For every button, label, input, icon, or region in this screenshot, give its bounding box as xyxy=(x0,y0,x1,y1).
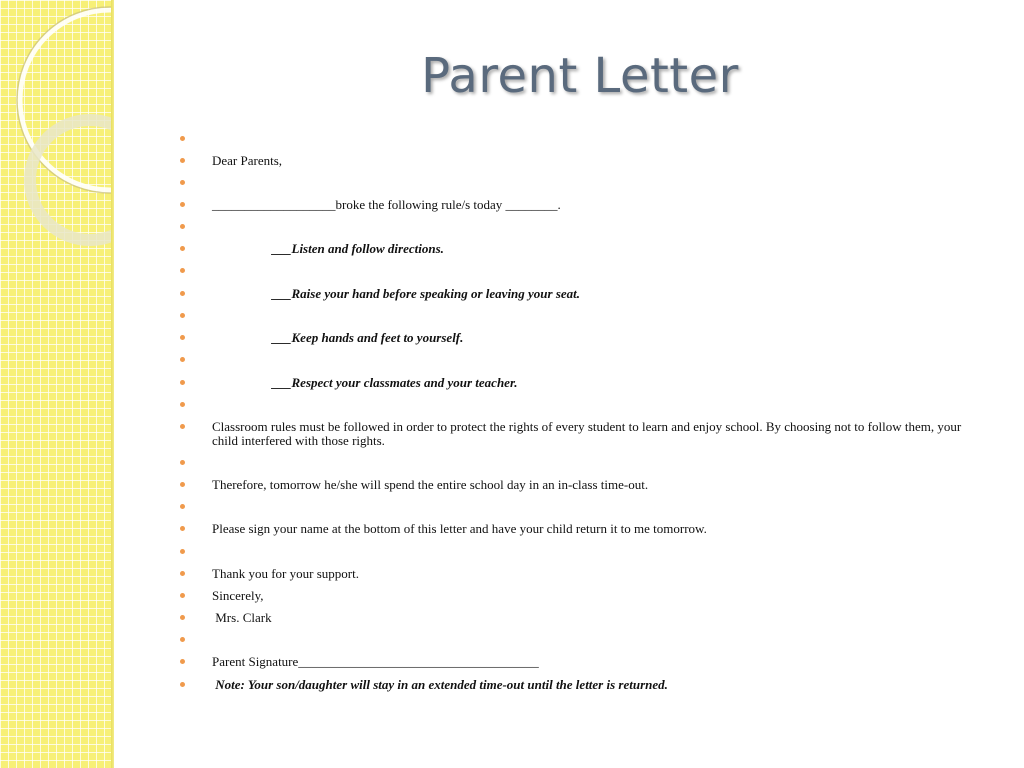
rule-3-text: ___Keep hands and feet to yourself. xyxy=(272,330,464,345)
bullet-icon xyxy=(180,246,185,251)
bullet-icon xyxy=(180,615,185,620)
bullet-icon xyxy=(180,158,185,163)
decorative-circles xyxy=(0,0,114,768)
bullet-icon xyxy=(180,357,185,362)
bullet-icon xyxy=(180,549,185,554)
decorative-sidebar xyxy=(0,0,114,768)
rule-broken-text xyxy=(212,198,972,212)
bullet-icon xyxy=(180,482,185,487)
bullet-icon xyxy=(180,402,185,407)
bullet-icon xyxy=(180,202,185,207)
rule-4-text: ___Respect your classmates and your teacher. xyxy=(272,375,518,390)
student-name-blank: ___________________ xyxy=(212,197,336,212)
paragraph-3-text: Please sign your name at the bottom of this letter and have your child return it to me tomorrow. xyxy=(212,521,707,536)
bullet-icon xyxy=(180,659,185,664)
bullet-icon xyxy=(180,224,185,229)
note-text: Note: Your son/daughter will stay in an extended time-out until the letter is returned. xyxy=(212,677,668,692)
paragraph-1-text: Classroom rules must be followed in order to protect the rights of every student to learn and enjoy school. By choosing not to follow them, your child interfered with those rights. xyxy=(212,419,962,448)
bullet-icon xyxy=(180,180,185,185)
bullet-icon xyxy=(180,335,185,340)
bullet-icon xyxy=(180,593,185,598)
rule-2-text: ___Raise your hand before speaking or leaving your seat. xyxy=(272,286,581,301)
rule-1-text: ___Listen and follow directions. xyxy=(272,241,444,256)
bullet-icon xyxy=(180,504,185,509)
bullet-icon xyxy=(180,313,185,318)
rule-broken-sentence: broke the following rule/s today ________. xyxy=(335,197,561,212)
paragraph-2-text: Therefore, tomorrow he/she will spend the entire school day in an in-class time-out. xyxy=(212,477,649,492)
bullet-icon xyxy=(180,526,185,531)
bullet-icon xyxy=(180,291,185,296)
bullet-icon xyxy=(180,637,185,642)
bullet-icon xyxy=(180,424,185,429)
greeting-text: Dear Parents, xyxy=(212,153,283,168)
bullet-icon xyxy=(180,268,185,273)
parent-signature-line: Parent Signature_____________________________________ xyxy=(212,654,539,669)
slide-title: Parent Letter xyxy=(421,48,739,104)
bullet-icon xyxy=(180,682,185,687)
thanks-text: Thank you for your support. xyxy=(212,566,359,581)
closing-text: Sincerely, xyxy=(212,588,264,603)
bullet-icon xyxy=(180,380,185,385)
bullet-icon xyxy=(180,136,185,141)
teacher-name-text: Mrs. Clark xyxy=(212,610,272,625)
bullet-icon xyxy=(180,460,185,465)
bullet-icon xyxy=(180,571,185,576)
